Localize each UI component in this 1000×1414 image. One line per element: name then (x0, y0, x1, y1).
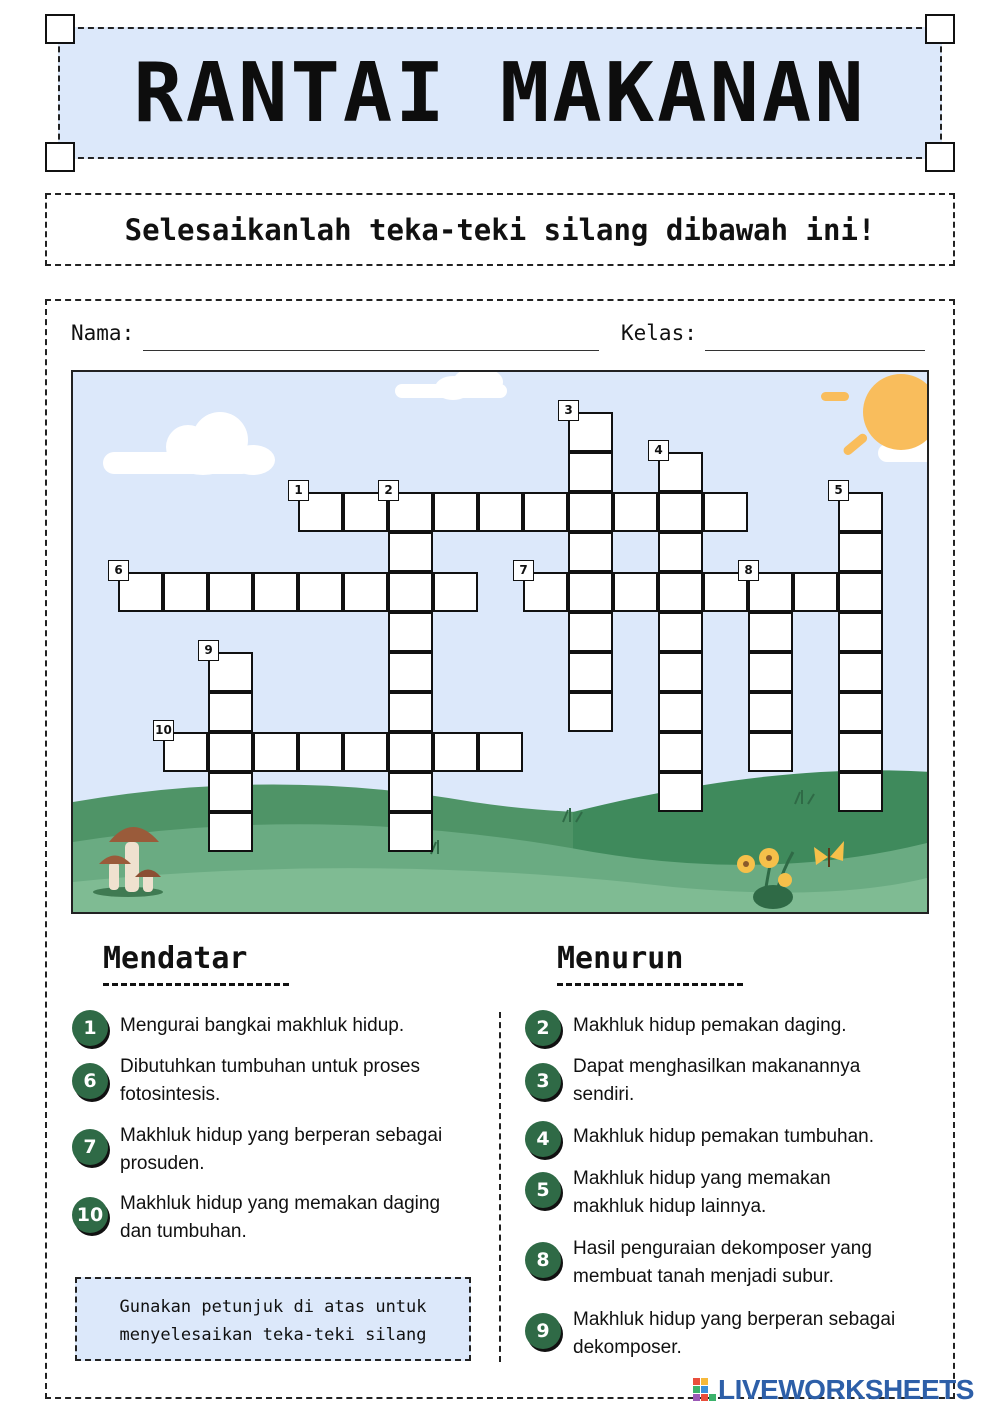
crossword-cell[interactable] (388, 572, 433, 612)
crossword-cell[interactable] (433, 572, 478, 612)
clue-number-badge: 4 (525, 1121, 561, 1157)
crossword-cell[interactable] (838, 572, 883, 612)
clue-number-label: 9 (198, 640, 219, 661)
clue-number-badge: 3 (525, 1063, 561, 1099)
crossword-cell[interactable] (298, 732, 343, 772)
crossword-cell[interactable] (388, 732, 433, 772)
crossword-cell[interactable] (658, 732, 703, 772)
crossword-cell[interactable] (568, 692, 613, 732)
across-heading: Mendatar (103, 941, 248, 976)
crossword-cell[interactable] (613, 572, 658, 612)
across-heading-underline (103, 983, 289, 986)
crossword-cell[interactable] (208, 732, 253, 772)
crossword-cell[interactable] (523, 492, 568, 532)
crossword-cell[interactable] (388, 532, 433, 572)
crossword-cell[interactable] (208, 812, 253, 852)
clue-number-badge: 6 (72, 1063, 108, 1099)
lw-logo-icon (692, 1377, 718, 1403)
clue-down-4 (525, 1121, 925, 1157)
crossword-cell[interactable] (838, 732, 883, 772)
clue-number-badge: 1 (72, 1010, 108, 1046)
crossword-cell[interactable] (388, 612, 433, 652)
crossword-cell[interactable] (748, 612, 793, 652)
page-title: RANTAI MAKANAN (133, 45, 867, 141)
crossword-cell[interactable] (253, 732, 298, 772)
crossword-cell[interactable] (388, 692, 433, 732)
crossword-cell[interactable] (388, 812, 433, 852)
crossword-cell[interactable] (568, 492, 613, 532)
class-label: Kelas: (621, 321, 697, 345)
crossword-cell[interactable] (658, 532, 703, 572)
crossword-cell[interactable] (568, 532, 613, 572)
crossword-cell[interactable] (838, 692, 883, 732)
crossword-cell[interactable] (568, 452, 613, 492)
clue-number-badge: 10 (72, 1197, 108, 1233)
crossword-cell[interactable] (793, 572, 838, 612)
clue-text: Makhluk hidup yang berperan sebagai dekomposer. (573, 1309, 896, 1358)
crossword-cell[interactable] (658, 492, 703, 532)
clue-across-6 (72, 1053, 472, 1109)
clue-across-1 (72, 1010, 472, 1046)
crossword-cell[interactable] (343, 732, 388, 772)
clue-down-5 (525, 1165, 885, 1221)
class-field[interactable] (705, 350, 925, 351)
instruction-box (45, 193, 955, 266)
clue-text: Makhluk hidup pemakan daging. (573, 1015, 847, 1036)
clue-text: Mengurai bangkai makhluk hidup. (120, 1015, 405, 1036)
clue-number-label: 2 (378, 480, 399, 501)
clue-number-badge: 7 (72, 1129, 108, 1165)
clue-text: Hasil penguraian dekomposer yang membuat tanah menjadi subur. (573, 1238, 872, 1287)
name-label: Nama: (71, 321, 135, 345)
sun-icon (821, 374, 929, 457)
hint-line-2: menyelesaikan teka-teki silang (119, 1325, 427, 1345)
crossword-cell[interactable] (208, 692, 253, 732)
crossword-cell[interactable] (658, 652, 703, 692)
crossword-cell[interactable] (838, 652, 883, 692)
clue-number-label: 8 (738, 560, 759, 581)
crossword-scene (71, 370, 929, 914)
crossword-cell[interactable] (658, 612, 703, 652)
clue-divider (499, 1012, 501, 1362)
corner-handle-tl (45, 14, 75, 44)
corner-handle-tr (925, 14, 955, 44)
cloud-icon (103, 372, 929, 475)
clue-text: Makhluk hidup pemakan tumbuhan. (573, 1126, 875, 1147)
crossword-cell[interactable] (343, 572, 388, 612)
clue-text: Makhluk hidup yang memakan daging dan tumbuhan. (120, 1193, 441, 1242)
crossword-cell[interactable] (568, 652, 613, 692)
crossword-cell[interactable] (208, 772, 253, 812)
clue-number-label: 5 (828, 480, 849, 501)
instruction-text: Selesaikanlah teka-teki silang dibawah ini! (124, 212, 876, 247)
brand-name: LIVEWORKSHEETS (718, 1374, 974, 1405)
crossword-cell[interactable] (658, 692, 703, 732)
crossword-cell[interactable] (433, 732, 478, 772)
clue-number-badge: 2 (525, 1010, 561, 1046)
clue-down-9 (525, 1306, 925, 1362)
crossword-cell[interactable] (298, 572, 343, 612)
clue-text: Makhluk hidup yang berperan sebagai prosuden. (120, 1125, 443, 1174)
corner-handle-br (925, 142, 955, 172)
crossword-cell[interactable] (658, 572, 703, 612)
crossword-cell[interactable] (838, 772, 883, 812)
clue-number-label: 10 (153, 720, 174, 741)
clue-across-10 (72, 1190, 472, 1246)
crossword-cell[interactable] (838, 532, 883, 572)
name-field[interactable] (143, 350, 599, 351)
crossword-cell[interactable] (838, 612, 883, 652)
crossword-cell[interactable] (568, 572, 613, 612)
clue-text: Dibutuhkan tumbuhan untuk proses fotosintesis. (120, 1056, 420, 1105)
clue-text: Makhluk hidup yang memakan makhluk hidup lainnya. (573, 1168, 831, 1217)
crossword-cell[interactable] (703, 492, 748, 532)
crossword-cell[interactable] (163, 572, 208, 612)
clue-number-badge: 9 (525, 1313, 561, 1349)
clue-number-label: 7 (513, 560, 534, 581)
clue-number-badge: 5 (525, 1172, 561, 1208)
clue-down-2 (525, 1010, 925, 1046)
clue-number-label: 4 (648, 440, 669, 461)
crossword-cell[interactable] (658, 772, 703, 812)
crossword-cell[interactable] (478, 492, 523, 532)
clue-number-badge: 8 (525, 1242, 561, 1278)
crossword-cell[interactable] (568, 612, 613, 652)
clue-number-label: 3 (558, 400, 579, 421)
hint-box (75, 1277, 471, 1361)
crossword-cell[interactable] (748, 732, 793, 772)
crossword-cell[interactable] (388, 772, 433, 812)
down-heading: Menurun (557, 941, 684, 976)
clue-number-label: 1 (288, 480, 309, 501)
hint-line-1: Gunakan petunjuk di atas untuk (119, 1297, 427, 1317)
clue-down-8 (525, 1235, 925, 1291)
crossword-cell[interactable] (613, 492, 658, 532)
crossword-cell[interactable] (478, 732, 523, 772)
crossword-cell[interactable] (208, 572, 253, 612)
crossword-cell[interactable] (748, 692, 793, 732)
crossword-cell[interactable] (748, 652, 793, 692)
corner-handle-bl (45, 142, 75, 172)
clue-number-label: 6 (108, 560, 129, 581)
clue-across-7 (72, 1122, 472, 1178)
clue-down-3 (525, 1053, 905, 1109)
crossword-cell[interactable] (433, 492, 478, 532)
liveworksheets-logo[interactable] (692, 1374, 974, 1406)
title-banner (58, 27, 942, 159)
clue-text: Dapat menghasilkan makanannya sendiri. (573, 1056, 861, 1105)
crossword-cell[interactable] (253, 572, 298, 612)
crossword-cell[interactable] (388, 652, 433, 692)
down-heading-underline (557, 983, 743, 986)
